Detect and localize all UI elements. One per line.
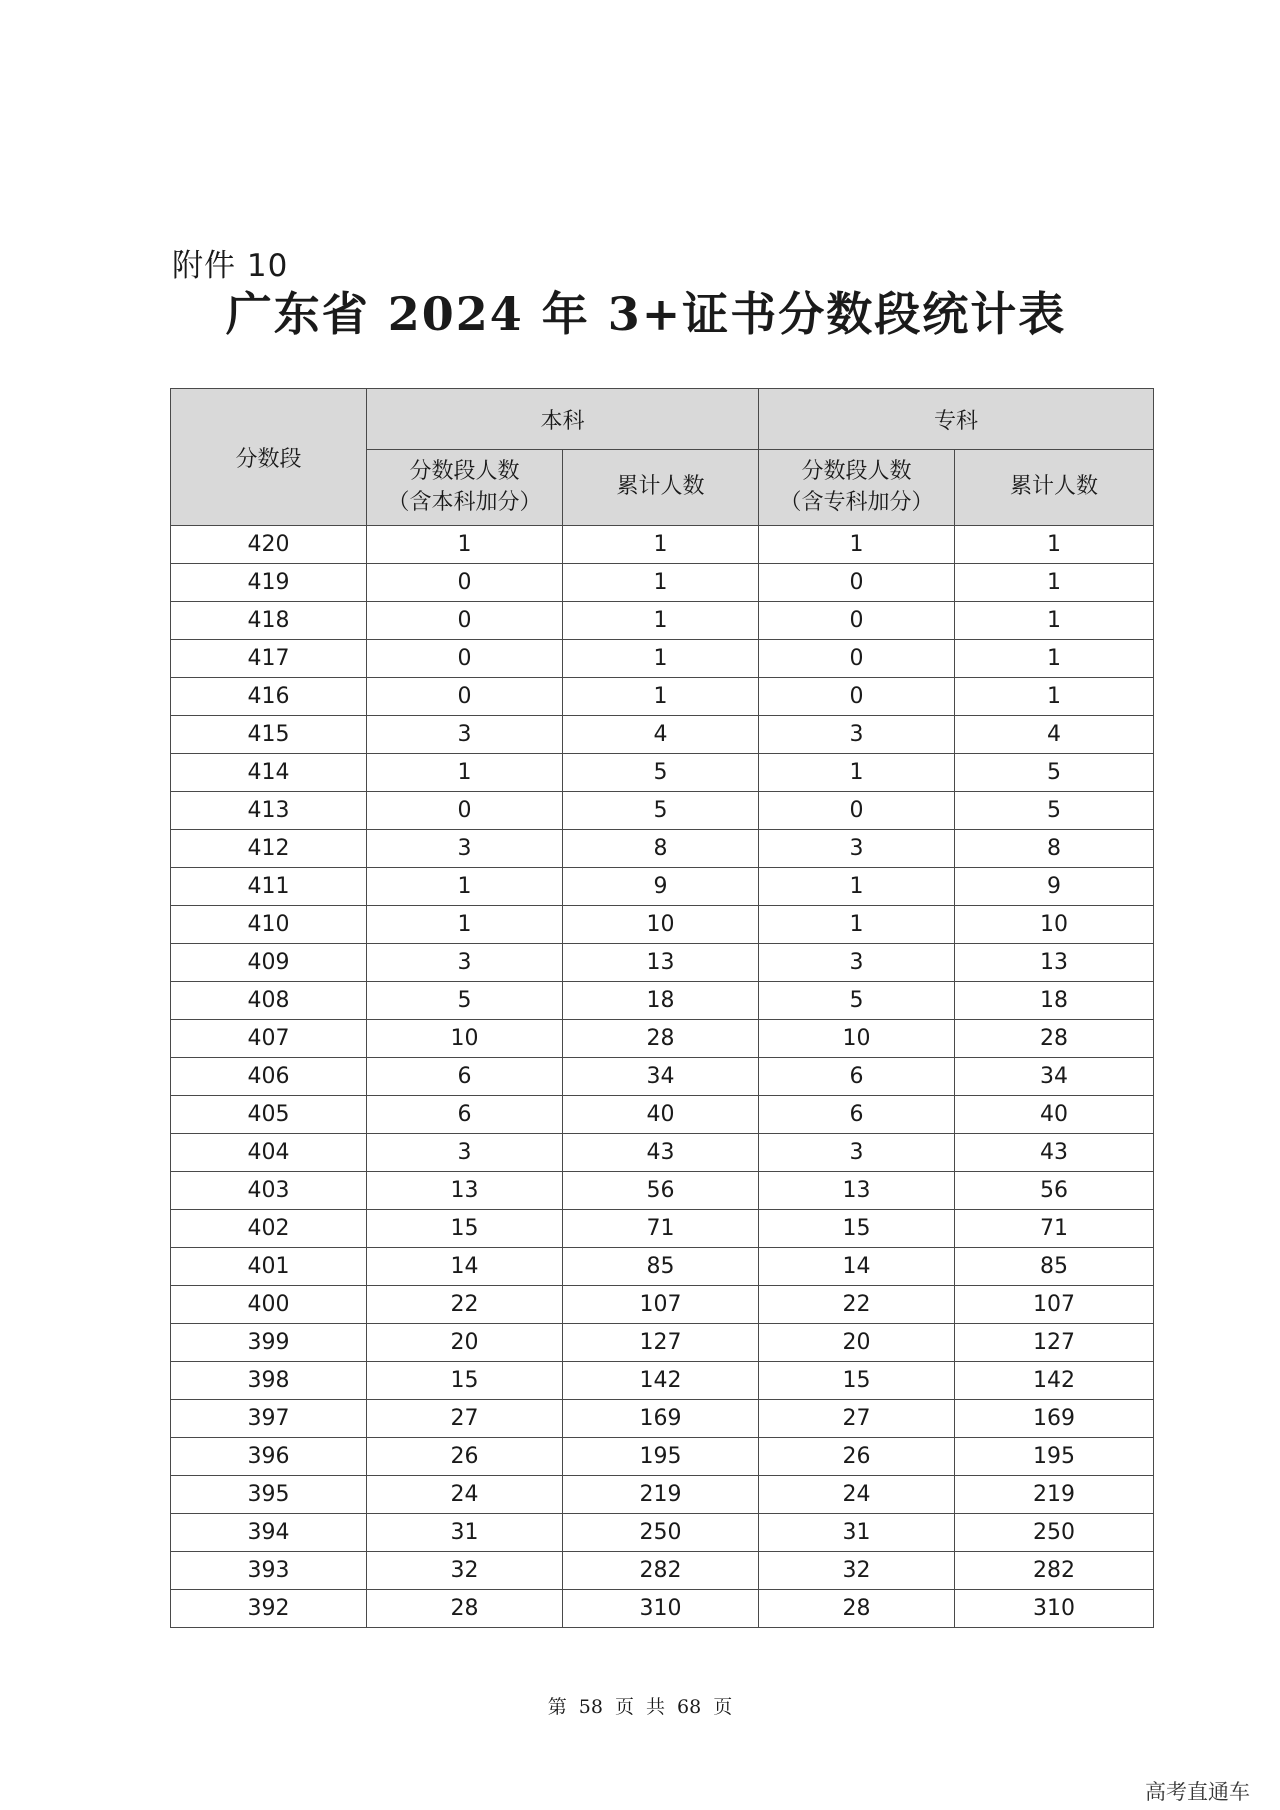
junior-cumulative-cell: 9 — [955, 868, 1154, 906]
junior-count-cell: 27 — [759, 1400, 955, 1438]
undergrad-count-cell: 6 — [367, 1058, 563, 1096]
junior-group-header: 专科 — [759, 389, 1154, 450]
junior-cumulative-cell: 195 — [955, 1438, 1154, 1476]
undergrad-count-cell: 1 — [367, 906, 563, 944]
junior-count-cell: 26 — [759, 1438, 955, 1476]
undergrad-cumulative-cell: 195 — [563, 1438, 759, 1476]
score-cell: 411 — [171, 868, 367, 906]
undergrad-count-cell: 1 — [367, 754, 563, 792]
table-row — [171, 640, 1154, 678]
undergrad-cumulative-cell: 310 — [563, 1590, 759, 1628]
junior-cumulative-cell: 13 — [955, 944, 1154, 982]
undergrad-cumulative-cell: 1 — [563, 602, 759, 640]
table-row — [171, 1438, 1154, 1476]
undergrad-count-cell: 0 — [367, 792, 563, 830]
junior-cumulative-cell: 56 — [955, 1172, 1154, 1210]
junior-count-cell: 20 — [759, 1324, 955, 1362]
score-cell: 418 — [171, 602, 367, 640]
undergrad-cumulative-cell: 219 — [563, 1476, 759, 1514]
score-cell: 403 — [171, 1172, 367, 1210]
undergrad-count-cell: 1 — [367, 868, 563, 906]
junior-cumulative-cell: 219 — [955, 1476, 1154, 1514]
table-row — [171, 754, 1154, 792]
table-row — [171, 1514, 1154, 1552]
junior-cumulative-cell: 40 — [955, 1096, 1154, 1134]
junior-count-cell: 1 — [759, 868, 955, 906]
table-row — [171, 792, 1154, 830]
undergrad-count-header-line1: 分数段人数 — [409, 458, 520, 484]
score-cell: 416 — [171, 678, 367, 716]
junior-count-cell: 0 — [759, 602, 955, 640]
undergrad-cumulative-header: 累计人数 — [563, 450, 759, 526]
junior-count-header-line1: 分数段人数 — [801, 458, 912, 484]
junior-cumulative-cell: 5 — [955, 792, 1154, 830]
undergrad-count-cell: 0 — [367, 640, 563, 678]
undergrad-count-cell: 14 — [367, 1248, 563, 1286]
junior-cumulative-cell: 1 — [955, 526, 1154, 564]
table-row — [171, 678, 1154, 716]
undergrad-cumulative-cell: 43 — [563, 1134, 759, 1172]
junior-count-cell: 0 — [759, 564, 955, 602]
table-row — [171, 1476, 1154, 1514]
page-title: 广东省 2024 年 3+证书分数段统计表 — [225, 287, 1067, 341]
score-cell: 393 — [171, 1552, 367, 1590]
junior-cumulative-cell: 71 — [955, 1210, 1154, 1248]
page-number-footer: 第 58 页 共 68 页 — [547, 1696, 733, 1718]
undergrad-count-cell: 15 — [367, 1362, 563, 1400]
undergrad-cumulative-cell: 5 — [563, 792, 759, 830]
junior-cumulative-cell: 142 — [955, 1362, 1154, 1400]
junior-cumulative-cell: 18 — [955, 982, 1154, 1020]
junior-cumulative-cell: 1 — [955, 640, 1154, 678]
score-cell: 392 — [171, 1590, 367, 1628]
score-cell: 399 — [171, 1324, 367, 1362]
undergrad-cumulative-cell: 13 — [563, 944, 759, 982]
junior-cumulative-cell: 282 — [955, 1552, 1154, 1590]
junior-count-cell: 32 — [759, 1552, 955, 1590]
junior-count-header — [759, 450, 955, 526]
table-row — [171, 1286, 1154, 1324]
undergrad-count-header — [367, 450, 563, 526]
undergrad-count-cell: 3 — [367, 830, 563, 868]
score-cell: 401 — [171, 1248, 367, 1286]
undergrad-count-cell: 10 — [367, 1020, 563, 1058]
undergrad-cumulative-cell: 1 — [563, 564, 759, 602]
junior-count-cell: 15 — [759, 1362, 955, 1400]
undergrad-count-cell: 3 — [367, 1134, 563, 1172]
undergrad-cumulative-cell: 250 — [563, 1514, 759, 1552]
junior-cumulative-cell: 1 — [955, 678, 1154, 716]
undergrad-count-header-line2: （含本科加分） — [387, 489, 542, 515]
table-row — [171, 526, 1154, 564]
undergrad-count-cell: 13 — [367, 1172, 563, 1210]
table-row — [171, 1362, 1154, 1400]
table-row — [171, 1096, 1154, 1134]
undergrad-cumulative-cell: 71 — [563, 1210, 759, 1248]
table-row — [171, 1324, 1154, 1362]
undergrad-count-cell: 0 — [367, 602, 563, 640]
undergrad-cumulative-cell: 10 — [563, 906, 759, 944]
junior-count-cell: 0 — [759, 678, 955, 716]
undergrad-count-cell: 5 — [367, 982, 563, 1020]
undergrad-cumulative-cell: 127 — [563, 1324, 759, 1362]
junior-cumulative-header: 累计人数 — [955, 450, 1154, 526]
score-cell: 413 — [171, 792, 367, 830]
table-row — [171, 868, 1154, 906]
undergrad-cumulative-cell: 56 — [563, 1172, 759, 1210]
junior-cumulative-cell: 107 — [955, 1286, 1154, 1324]
junior-cumulative-cell: 8 — [955, 830, 1154, 868]
score-cell: 417 — [171, 640, 367, 678]
undergrad-cumulative-cell: 8 — [563, 830, 759, 868]
score-cell: 408 — [171, 982, 367, 1020]
undergrad-cumulative-cell: 107 — [563, 1286, 759, 1324]
table-row — [171, 1590, 1154, 1628]
table-row — [171, 1172, 1154, 1210]
junior-count-cell: 13 — [759, 1172, 955, 1210]
undergrad-cumulative-cell: 282 — [563, 1552, 759, 1590]
undergrad-count-cell: 27 — [367, 1400, 563, 1438]
undergrad-count-cell: 26 — [367, 1438, 563, 1476]
junior-cumulative-cell: 5 — [955, 754, 1154, 792]
undergrad-cumulative-cell: 169 — [563, 1400, 759, 1438]
undergrad-cumulative-cell: 9 — [563, 868, 759, 906]
undergrad-count-cell: 31 — [367, 1514, 563, 1552]
table-row — [171, 1552, 1154, 1590]
score-column-header: 分数段 — [171, 389, 367, 526]
score-cell: 396 — [171, 1438, 367, 1476]
score-cell: 405 — [171, 1096, 367, 1134]
junior-cumulative-cell: 1 — [955, 564, 1154, 602]
junior-count-cell: 5 — [759, 982, 955, 1020]
score-cell: 402 — [171, 1210, 367, 1248]
junior-count-cell: 6 — [759, 1096, 955, 1134]
junior-count-cell: 6 — [759, 1058, 955, 1096]
junior-cumulative-cell: 10 — [955, 906, 1154, 944]
table-body — [171, 526, 1154, 1628]
junior-cumulative-cell: 85 — [955, 1248, 1154, 1286]
undergrad-count-cell: 3 — [367, 944, 563, 982]
watermark-text: 高考直通车 — [1145, 1780, 1250, 1804]
undergrad-count-cell: 1 — [367, 526, 563, 564]
score-cell: 394 — [171, 1514, 367, 1552]
table-row — [171, 830, 1154, 868]
junior-count-header-line2: （含专科加分） — [779, 489, 934, 515]
table-row — [171, 602, 1154, 640]
table-row — [171, 944, 1154, 982]
table-row — [171, 982, 1154, 1020]
junior-count-cell: 3 — [759, 944, 955, 982]
junior-cumulative-cell: 127 — [955, 1324, 1154, 1362]
junior-cumulative-cell: 28 — [955, 1020, 1154, 1058]
table-row — [171, 906, 1154, 944]
junior-cumulative-cell: 34 — [955, 1058, 1154, 1096]
score-cell: 420 — [171, 526, 367, 564]
junior-count-cell: 0 — [759, 792, 955, 830]
junior-count-cell: 3 — [759, 830, 955, 868]
junior-count-cell: 3 — [759, 716, 955, 754]
score-cell: 398 — [171, 1362, 367, 1400]
score-cell: 407 — [171, 1020, 367, 1058]
undergrad-cumulative-cell: 1 — [563, 526, 759, 564]
score-cell: 412 — [171, 830, 367, 868]
table-row — [171, 1020, 1154, 1058]
undergrad-cumulative-cell: 34 — [563, 1058, 759, 1096]
undergrad-count-cell: 0 — [367, 564, 563, 602]
score-cell: 397 — [171, 1400, 367, 1438]
undergrad-count-cell: 24 — [367, 1476, 563, 1514]
score-cell: 406 — [171, 1058, 367, 1096]
undergrad-cumulative-cell: 28 — [563, 1020, 759, 1058]
attachment-label: 附件 10 — [172, 248, 289, 284]
junior-count-cell: 24 — [759, 1476, 955, 1514]
junior-count-cell: 10 — [759, 1020, 955, 1058]
junior-count-cell: 22 — [759, 1286, 955, 1324]
undergrad-count-cell: 3 — [367, 716, 563, 754]
junior-count-cell: 3 — [759, 1134, 955, 1172]
junior-cumulative-cell: 310 — [955, 1590, 1154, 1628]
score-cell: 419 — [171, 564, 367, 602]
undergrad-cumulative-cell: 5 — [563, 754, 759, 792]
undergrad-cumulative-cell: 40 — [563, 1096, 759, 1134]
junior-cumulative-cell: 4 — [955, 716, 1154, 754]
junior-cumulative-cell: 169 — [955, 1400, 1154, 1438]
undergrad-group-header: 本科 — [367, 389, 759, 450]
undergrad-cumulative-cell: 4 — [563, 716, 759, 754]
undergrad-count-cell: 0 — [367, 678, 563, 716]
undergrad-cumulative-cell: 18 — [563, 982, 759, 1020]
junior-count-cell: 28 — [759, 1590, 955, 1628]
undergrad-cumulative-cell: 142 — [563, 1362, 759, 1400]
score-cell: 415 — [171, 716, 367, 754]
junior-count-cell: 1 — [759, 906, 955, 944]
table-row — [171, 1058, 1154, 1096]
score-distribution-table — [170, 388, 1154, 1628]
table-row — [171, 564, 1154, 602]
score-cell: 409 — [171, 944, 367, 982]
junior-count-cell: 14 — [759, 1248, 955, 1286]
undergrad-cumulative-cell: 1 — [563, 678, 759, 716]
score-cell: 395 — [171, 1476, 367, 1514]
score-cell: 400 — [171, 1286, 367, 1324]
junior-cumulative-cell: 1 — [955, 602, 1154, 640]
undergrad-count-cell: 20 — [367, 1324, 563, 1362]
undergrad-count-cell: 22 — [367, 1286, 563, 1324]
table-row — [171, 1248, 1154, 1286]
undergrad-count-cell: 32 — [367, 1552, 563, 1590]
score-cell: 410 — [171, 906, 367, 944]
table-row — [171, 1210, 1154, 1248]
junior-count-cell: 15 — [759, 1210, 955, 1248]
undergrad-count-cell: 6 — [367, 1096, 563, 1134]
junior-cumulative-cell: 250 — [955, 1514, 1154, 1552]
undergrad-cumulative-cell: 1 — [563, 640, 759, 678]
table-row — [171, 716, 1154, 754]
junior-count-cell: 31 — [759, 1514, 955, 1552]
undergrad-cumulative-cell: 85 — [563, 1248, 759, 1286]
score-cell: 404 — [171, 1134, 367, 1172]
junior-count-cell: 0 — [759, 640, 955, 678]
score-cell: 414 — [171, 754, 367, 792]
junior-cumulative-cell: 43 — [955, 1134, 1154, 1172]
undergrad-count-cell: 15 — [367, 1210, 563, 1248]
table-row — [171, 1400, 1154, 1438]
undergrad-count-cell: 28 — [367, 1590, 563, 1628]
junior-count-cell: 1 — [759, 754, 955, 792]
table-row — [171, 1134, 1154, 1172]
junior-count-cell: 1 — [759, 526, 955, 564]
